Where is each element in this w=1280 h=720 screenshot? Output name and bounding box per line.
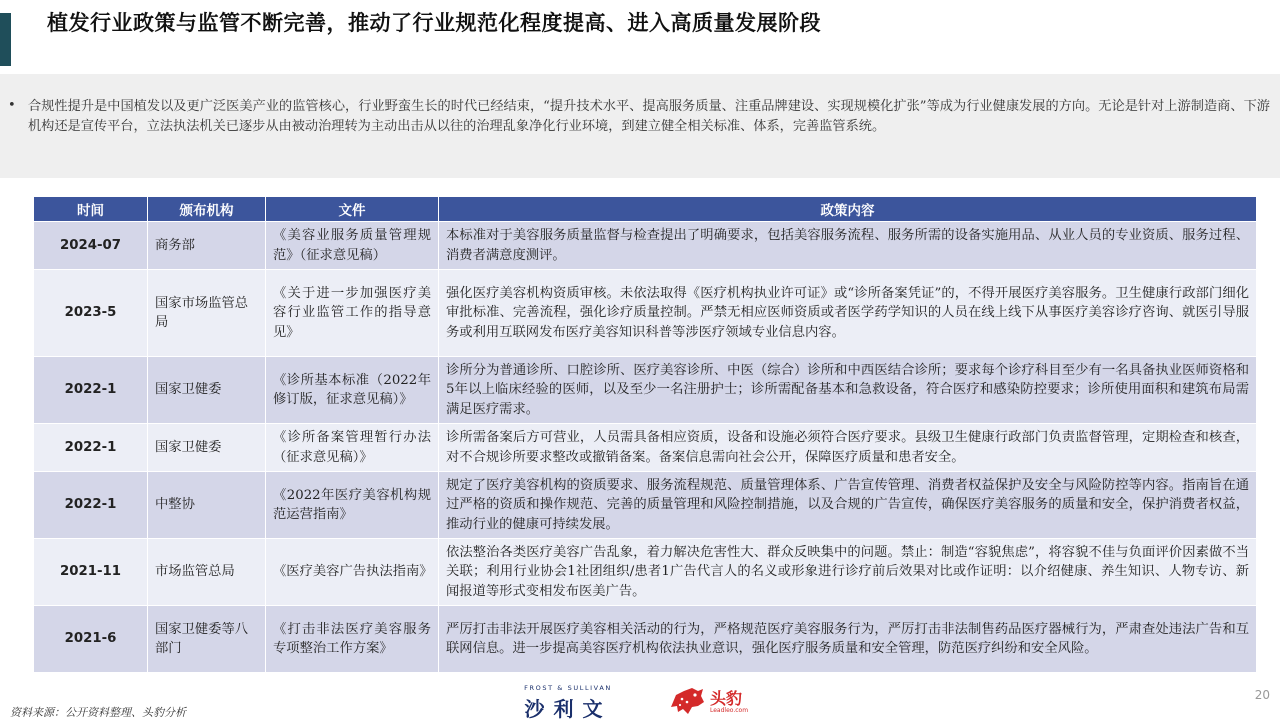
table-header-row xyxy=(34,197,1257,222)
table-row xyxy=(34,472,1257,539)
cell-content: 依法整治各类医疗美容广告乱象，着力解决危害性大、群众反映集中的问题。禁止：制造“容貌焦虑”，将容貌不佳与负面评价因素做不当关联；利用行业协会1社团组织/患者1广告代言人的名义或形象进行诊疗前后效果对比或作证明：以介绍健康、养生知识、人物专访、新闻报道等形式变相发布医美广告。 xyxy=(439,539,1257,606)
cell-doc: 《医疗美容广告执法指南》 xyxy=(266,539,439,606)
cell-org: 国家市场监管总局 xyxy=(148,270,266,357)
frost-sullivan-logo-main: 沙利文 xyxy=(524,697,612,720)
cell-content: 严厉打击非法开展医疗美容相关活动的行为，严格规范医疗美容服务行为，严厉打击非法制售药品医疗器械行为，严肃查处违法广告和互联网信息。进一步提高美容医疗机构依法执业意识，强化医疗服务质量和安全管理，防范医疗纠纷和安全风险。 xyxy=(439,606,1257,673)
frost-sullivan-logo xyxy=(506,684,630,718)
cell-doc: 《2022年医疗美容机构规范运营指南》 xyxy=(266,472,439,539)
cell-content: 诊所分为普通诊所、口腔诊所、医疗美容诊所、中医（综合）诊所和中西医结合诊所；要求每个诊疗科目至少有一名具备执业医师资格和5年以上临床经验的医师，以及至少一名注册护士；诊所需配备基本和急救设备，符合医疗和感染防控要求；诊所使用面积和建筑布局需满足医疗需求。 xyxy=(439,357,1257,424)
summary-bullet: • xyxy=(8,98,16,113)
cell-org: 国家卫健委 xyxy=(148,424,266,472)
page-number: 20 xyxy=(1254,688,1270,702)
page-title: 植发行业政策与监管不断完善，推动了行业规范化程度提高、进入高质量发展阶段 xyxy=(47,10,821,35)
summary-box xyxy=(0,74,1280,178)
cell-time: 2022-1 xyxy=(34,424,148,472)
cell-content: 诊所需备案后方可营业，人员需具备相应资质，设备和设施必须符合医疗要求。县级卫生健康行政部门负责监督管理，定期检查和核查，对不合规诊所要求整改或撤销备案。备案信息需向社会公开，保障医疗质量和患者安全。 xyxy=(439,424,1257,472)
cell-content: 本标准对于美容服务质量监督与检查提出了明确要求，包括美容服务流程、服务所需的设备实施用品、从业人员的专业资质、服务过程、消费者满意度测评。 xyxy=(439,222,1257,270)
leadleo-logo xyxy=(668,685,778,719)
cell-org: 国家卫健委 xyxy=(148,357,266,424)
header-time: 时间 xyxy=(34,197,148,222)
cell-time: 2023-5 xyxy=(34,270,148,357)
cell-time: 2022-1 xyxy=(34,357,148,424)
cell-content: 规定了医疗美容机构的资质要求、服务流程规范、质量管理体系、广告宣传管理、消费者权益保护及安全与风险防控等内容。指南旨在通过严格的资质和操作规范、完善的质量管理和风险控制措施，以及合规的广告宣传，确保医疗美容服务的质量和安全，保护消费者权益，推动行业的健康可持续发展。 xyxy=(439,472,1257,539)
cell-org: 商务部 xyxy=(148,222,266,270)
table-row xyxy=(34,606,1257,673)
source-note: 资料来源：公开资料整理、头豹分析 xyxy=(10,706,186,719)
leadleo-logo-main: 头豹 xyxy=(710,689,743,708)
title-accent-bar xyxy=(0,13,11,66)
table-row xyxy=(34,539,1257,606)
cell-content: 强化医疗美容机构资质审核。未依法取得《医疗机构执业许可证》或“诊所备案凭证”的，不得开展医疗美容服务。卫生健康行政部门细化审批标准、完善流程，强化诊疗质量控制。严禁无相应医师资质或者医学药学知识的人员在线上线下从事医疗美容诊疗咨询、就医引导服务或利用互联网发布医疗美容知识科普等涉医疗领域专业信息内容。 xyxy=(439,270,1257,357)
summary-text: 合规性提升是中国植发以及更广泛医美产业的监管核心，行业野蛮生长的时代已经结束，“提升技术水平、提高服务质量、注重品牌建设、实现规模化扩张”等成为行业健康发展的方向。无论是针对上游制造商、下游机构还是宣传平台，立法执法机关已逐步从由被动治理转为主动出击从以往的治理乱象净化行业环境，到建立健全相关标准、体系，完善监管系统。 xyxy=(28,99,1270,134)
cell-time: 2021-6 xyxy=(34,606,148,673)
cell-org: 国家卫健委等八部门 xyxy=(148,606,266,673)
cell-org: 中整协 xyxy=(148,472,266,539)
cell-time: 2022-1 xyxy=(34,472,148,539)
table-row xyxy=(34,222,1257,270)
table-row xyxy=(34,424,1257,472)
leadleo-logo-sub: Leadleo.com xyxy=(710,707,749,714)
title-bar xyxy=(0,0,1280,66)
cell-time: 2021-11 xyxy=(34,539,148,606)
cell-doc: 《关于进一步加强医疗美容行业监管工作的指导意见》 xyxy=(266,270,439,357)
table-row xyxy=(34,357,1257,424)
header-org: 颁布机构 xyxy=(148,197,266,222)
cell-time: 2024-07 xyxy=(34,222,148,270)
policy-table xyxy=(33,196,1257,673)
cell-doc: 《打击非法医疗美容服务专项整治工作方案》 xyxy=(266,606,439,673)
table-row xyxy=(34,270,1257,357)
header-doc: 文件 xyxy=(266,197,439,222)
cell-doc: 《诊所基本标准（2022年修订版，征求意见稿）》 xyxy=(266,357,439,424)
leopard-logo-icon xyxy=(668,685,706,717)
header-content: 政策内容 xyxy=(439,197,1257,222)
frost-sullivan-logo-sub: FROST & SULLIVAN xyxy=(524,684,612,692)
cell-doc: 《美容业服务质量管理规范》（征求意见稿） xyxy=(266,222,439,270)
cell-doc: 《诊所备案管理暂行办法（征求意见稿）》 xyxy=(266,424,439,472)
cell-org: 市场监管总局 xyxy=(148,539,266,606)
